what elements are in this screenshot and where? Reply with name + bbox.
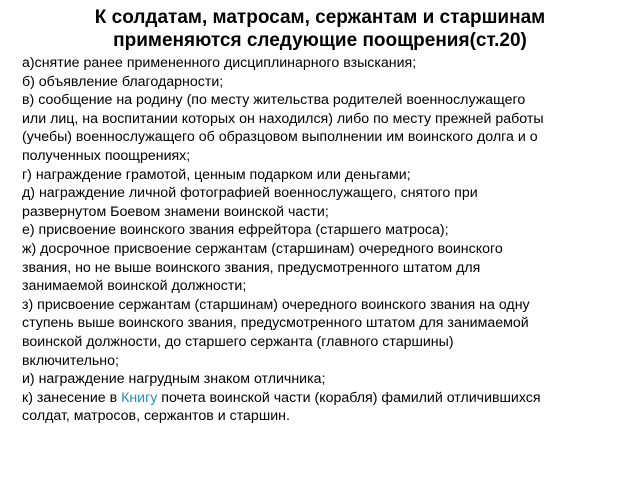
list-item-v-line-2: или лиц, на воспитании которых он находился) либо по месту прежней работы — [22, 110, 544, 127]
list-item-b: б) объявление благодарности; — [22, 73, 224, 90]
list-item-k-suffix: почета воинской части (корабля) фамилий отличившихся — [157, 389, 541, 406]
list-item-g: г) награждение грамотой, ценным подарком или деньгами; — [22, 166, 411, 183]
book-link[interactable]: Книгу — [121, 389, 158, 406]
list-item-d-line-1: д) награждение личной фотографией военнослужащего, снятого при — [22, 185, 478, 202]
title-line-1: К солдатам, матросам, сержантам и старшинам — [94, 7, 546, 28]
list-item-k-line-1 — [22, 389, 630, 408]
list-item-d-line-2: развернутом Боевом знамени воинской части; — [22, 203, 329, 220]
list-item-zh-line-1: ж) досрочное присвоение сержантам (старшинам) очередного воинского — [22, 240, 503, 257]
list-item-z-line-4: включительно; — [22, 352, 119, 369]
list-item-zh-line-3: занимаемой воинской должности; — [22, 278, 247, 295]
page-title — [22, 6, 630, 52]
list-item-i: и) награждение нагрудным знаком отличника; — [22, 371, 326, 388]
list-item-v-line-3: (учебы) военнослужащего об образцовом выполнении им воинского долга и о — [22, 129, 538, 146]
list-item-z-line-3: воинской должности, до старшего сержанта (главного старшины) — [22, 333, 454, 350]
rewards-list — [22, 54, 630, 426]
list-item-a: а)снятие ранее примененного дисциплинарного взыскания; — [22, 55, 417, 71]
list-item-e: е) присвоение воинского звания ефрейтора (старшего матроса); — [22, 222, 449, 239]
list-item-k-line-2: солдат, матросов, сержантов и старшин. — [22, 408, 290, 425]
list-item-zh-line-2: звания, но не выше воинского звания, предусмотренного штатом для — [22, 259, 481, 276]
list-item-k-prefix: к) занесение в — [22, 389, 122, 406]
list-item-v-line-1: в) сообщение на родину (по месту жительства родителей военнослужащего — [22, 92, 526, 109]
list-item-v-line-4: полученных поощрениях; — [22, 147, 191, 164]
title-line-2: применяются следующие поощрения(ст.20) — [113, 30, 527, 51]
list-item-z-line-1: з) присвоение сержантам (старшинам) очередного воинского звания на одну — [22, 296, 530, 313]
list-item-z-line-2: ступень выше воинского звания, предусмотренного штатом для занимаемой — [22, 315, 529, 332]
